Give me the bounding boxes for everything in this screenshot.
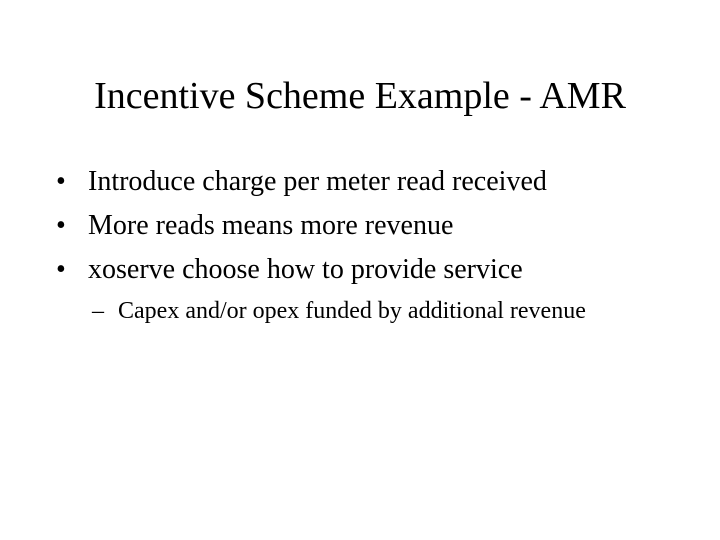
bullet-marker: • (56, 166, 66, 197)
sub-bullet-marker: – (92, 298, 104, 324)
bullet-marker: • (56, 254, 66, 285)
bullet-item (0, 248, 720, 292)
bullet-text: More reads means more revenue (88, 210, 454, 241)
sub-bullet-text: Capex and/or opex funded by additional revenue (118, 298, 586, 324)
bullet-item (0, 160, 720, 204)
bullet-text: xoserve choose how to provide service (88, 254, 523, 285)
bullet-list (0, 160, 720, 328)
slide-title: Incentive Scheme Example - AMR (94, 75, 626, 117)
bullet-text: Introduce charge per meter read received (88, 166, 547, 197)
sub-bullet-item (0, 294, 720, 328)
bullet-item (0, 204, 720, 248)
bullet-marker: • (56, 210, 66, 241)
